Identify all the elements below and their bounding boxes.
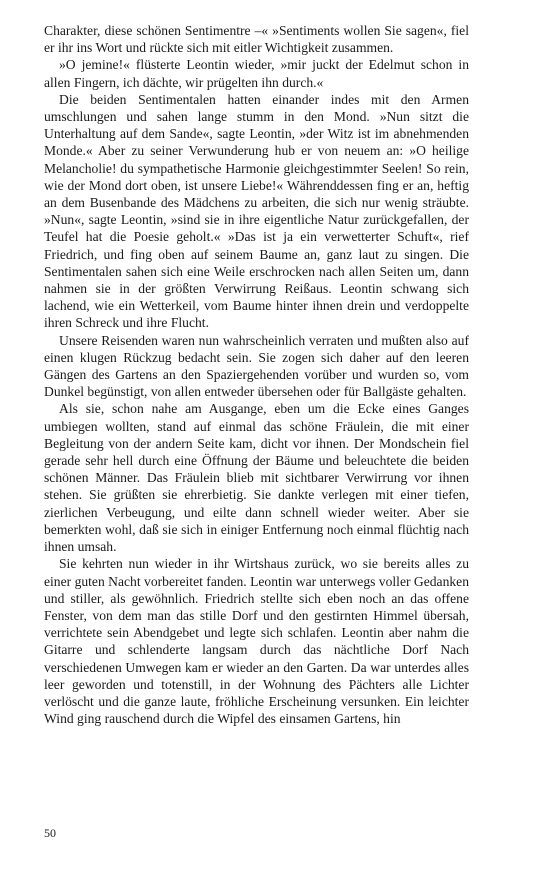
paragraph: »O jemine!« flüsterte Leontin wieder, »mir juckt der Edelmut schon in allen Fingern, ich dächte, wir prügelten ihn durch.« [44, 57, 469, 90]
paragraph: Sie kehrten nun wieder in ihr Wirtshaus zurück, wo sie bereits alles zu einer guten Nacht vorbereitet fanden. Leontin war unterwegs voller Gedanken und stiller, als gewöhnlich. Friedrich stellte sich eben noch an das offene Fenster, von dem man das stille Dorf und den gestirnten Himmel übersah, verrichtete sein Abendgebet und legte sich schlafen. Leontin aber nahm die Gitarre und schlenderte langsam durch das nächtliche Dorf Nach verschiedenen Umwegen kam er wieder an den Garten. Da war unterdes alles leer geworden und totenstill, in der Wohnung des Pächters alle Lichter verlöscht und die ganze laute, fröhliche Erscheinung versunken. Ein leichter Wind ging rauschend durch die Wipfel des einsamen Gartens, hin [44, 556, 470, 727]
paragraph: Charakter, diese schönen Sentimentre –« »Sentiments wollen Sie sagen«, fiel er ihr ins Wort und rückte sich mit eitler Wichtigkeit zusammen. [44, 23, 469, 56]
page-number: 50 [44, 826, 56, 840]
paragraph: Als sie, schon nahe am Ausgange, eben um die Ecke eines Ganges umbiegen wollten, stand auf einmal das schöne Fräulein, die mit einer Begleitung von der andern Seite kam, dicht vor ihnen. Der Mondschein fiel gerade sehr hell durch eine Öffnung der Bäume und beleuchtete die beiden schönen Männer. Das Fräulein blieb mit sichtbarer Verwirrung vor ihnen stehen. Sie grüßten sie ehrerbietig. Sie dankte verlegen mit einer tiefen, zierlichen Verbeugung, und eilte dann schnell wieder weiter. Aber sie bemerkten wohl, daß sie sich in einiger Entfernung noch einmal flüchtig nach ihnen umsah. [44, 401, 469, 555]
page-text [44, 22, 469, 727]
paragraph: Die beiden Sentimentalen hatten einander indes mit den Armen umschlungen und sahen lange stumm in den Mond. »Nun sitzt die Unterhaltung auf dem Sande«, sagte Leontin, »der Witz ist im abnehmenden Monde.« Aber zu seiner Verwunderung hub er von neuem an: »O heilige Melancholie! du sympathetische Harmonie gleichgestimmter Seelen! So rein, wie der Mond dort oben, ist unsere Liebe!« Währenddessen fing er an, heftig an dem Busenbande des Mädchens zu arbeiten, die sich nur wenig sträubte. »Nun«, sagte Leontin, »sind sie in ihre eigentliche Natur zurückgefallen, der Teufel hat die Poesie geholt.« »Das ist ja ein verwetterter Schuft«, rief Friedrich, und fing oben auf seinem Baume an, ganz laut zu singen. Die Sentimentalen sahen sich eine Weile erschrocken nach allen Seiten um, dann nahmen sie in der größten Verwirrung Reißaus. Leontin schwang sich lachend, wie ein Wetterkeil, vom Baume hinter ihnen drein und verdoppelte ihren Schreck und ihre Flucht. [44, 91, 469, 331]
paragraph: Unsere Reisenden waren nun wahrscheinlich verraten und mußten also auf einen klugen Rückzug bedacht sein. Sie zogen sich daher auf den leeren Gängen des Gartens an den Spaziergehenden vorüber und wurden so, vom Dunkel begünstigt, von allen entweder übersehen oder für Ballgäste gehalten. [44, 332, 469, 400]
